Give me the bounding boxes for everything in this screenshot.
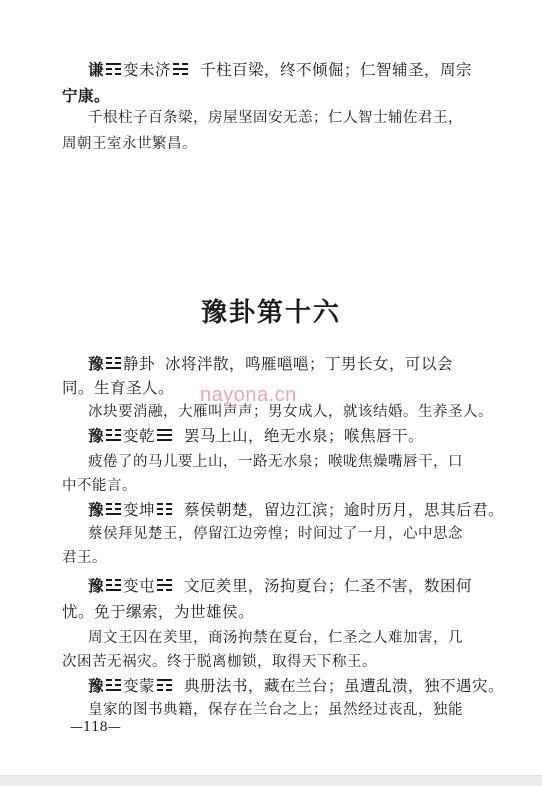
change-label: 静卦 (123, 355, 156, 373)
hexagram-symbol-icon (106, 503, 121, 516)
oracle-text: 罢马上山，绝无水泉；喉焦唇干。 (184, 427, 425, 445)
explanation-text: 周朝王室永世繁昌。 (62, 136, 197, 152)
change-label: 变坤 (123, 501, 156, 519)
oracle-text: 文厄羑里，汤拘夏台；仁圣不害，数困何 (184, 577, 473, 595)
explanation-line (88, 696, 514, 724)
explanation-text: 千根柱子百条梁，房屋坚固安无恙；仁人智士辅佐君王， (88, 110, 463, 126)
hexagram-symbol-icon (106, 579, 121, 592)
explanation-line-cont (62, 130, 514, 158)
viewer-bottom-bar (0, 775, 542, 786)
oracle-line-cont (62, 598, 514, 626)
oracle-text: 忧。免于缧索，为世雄侯。 (62, 603, 255, 621)
hexagram-symbol-icon (106, 63, 121, 76)
explanation-text: 次困苦无祸灾。终于脱离枷锁，取得天下称王。 (62, 654, 377, 670)
hexagram-name: 谦 (88, 60, 105, 79)
hexagram-name: 豫 (88, 676, 105, 695)
hexagram-symbol-icon (106, 357, 121, 370)
hexagram-name: 豫 (88, 354, 105, 373)
watermark: nayona.cn (200, 384, 297, 406)
explanation-text: 中不能言。 (62, 478, 137, 494)
explanation-line-cont (62, 544, 514, 572)
hexagram-symbol-icon (106, 429, 121, 442)
change-label: 变乾 (123, 427, 156, 445)
hexagram-symbol-icon (157, 679, 172, 692)
oracle-text: 宁康。 (62, 86, 111, 105)
explanation-text: 周文王囚在羑里，商汤拘禁在夏台，仁圣之人难加害，几 (88, 630, 463, 646)
explanation-text: 皇家的图书典籍，保存在兰台之上；虽然经过丧乱，独能 (88, 702, 463, 718)
hexagram-symbol-icon (106, 679, 121, 692)
oracle-line (88, 422, 514, 450)
explanation-text: 冰块要消融，大雁叫声声；男女成人，就该结婚。生养圣人。 (88, 404, 493, 420)
explanation-text: 蔡侯拜见楚王，停留江边旁惶；时间过了一月，心中思念 (88, 526, 463, 542)
hexagram-name: 豫 (88, 426, 105, 445)
hexagram-symbol-icon (173, 63, 188, 76)
change-label: 变未济 (123, 61, 172, 79)
page-number: —118— (70, 720, 121, 735)
explanation-line (88, 104, 514, 132)
oracle-text: 冰将泮散，鸣雁嗈嗈；丁男长女，可以会 (165, 355, 454, 373)
oracle-text: 千柱百梁，终不倾倔；仁智辅圣，周宗 (200, 61, 473, 79)
oracle-text: 蔡侯朝楚，留边江滨；逾时历月，思其后君。 (184, 501, 505, 519)
section-title: 豫卦第十六 (200, 298, 341, 328)
oracle-line (88, 56, 514, 84)
hexagram-name: 豫 (88, 500, 105, 519)
hexagram-symbol-icon (157, 429, 172, 442)
change-label: 变屯 (123, 577, 156, 595)
hexagram-name: 豫 (88, 576, 105, 595)
hexagram-symbol-icon (157, 579, 172, 592)
oracle-text: 同。生育圣人。 (62, 379, 175, 397)
explanation-text: 君王。 (62, 550, 107, 566)
hexagram-symbol-icon (157, 503, 172, 516)
explanation-text: 疲倦了的马儿要上山，一路无水泉；喉咙焦燥嘴唇干，口 (88, 454, 463, 470)
change-label: 变蒙 (123, 677, 156, 695)
oracle-text: 典册法书，藏在兰台；虽遭乱溃，独不遇灾。 (184, 677, 505, 695)
oracle-line (88, 572, 514, 600)
